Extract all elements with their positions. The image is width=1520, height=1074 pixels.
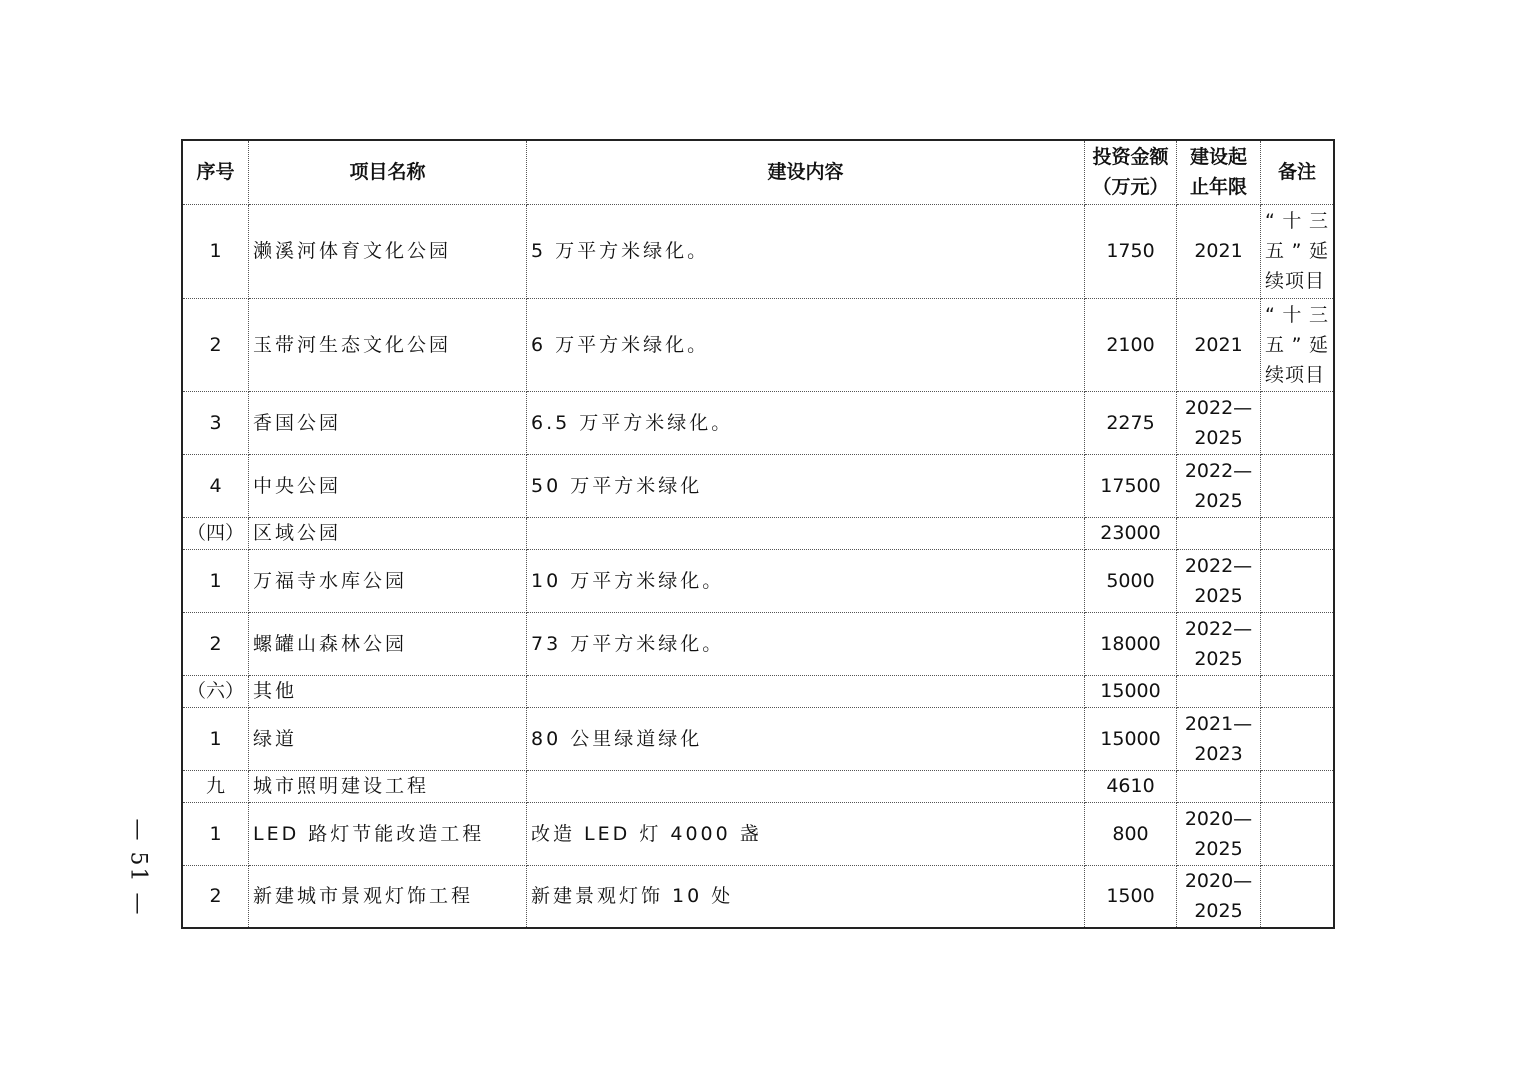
cell-no-text: 1 <box>209 569 222 592</box>
cell-no-text: 1 <box>209 240 222 262</box>
cell-amount-text: 15000 <box>1100 680 1161 702</box>
header-no: 序号 <box>182 140 249 204</box>
cell-no <box>182 802 249 865</box>
cell-period <box>1177 802 1261 865</box>
page-number-container <box>118 815 158 919</box>
header-content: 建设内容 <box>527 140 1085 204</box>
cell-content-text: 10 万平方米绿化。 <box>531 569 725 592</box>
cell-no <box>182 770 249 802</box>
table-row <box>182 612 1334 675</box>
cell-amount <box>1085 865 1177 928</box>
table-row <box>182 549 1334 612</box>
cell-amount-text: 4610 <box>1106 775 1155 797</box>
cell-no-text: 1 <box>209 822 222 845</box>
cell-content-text: 6.5 万平方米绿化。 <box>531 411 734 434</box>
cell-amount <box>1085 454 1177 517</box>
cell-period <box>1177 865 1261 928</box>
cell-no-text: 1 <box>209 727 222 750</box>
cell-note <box>1261 391 1335 454</box>
page-number: — 51 — <box>125 818 151 916</box>
cell-project-name-text: 新建城市景观灯饰工程 <box>253 885 474 908</box>
cell-note <box>1261 454 1335 517</box>
cell-period-text: 2022—2025 <box>1184 459 1253 512</box>
cell-period-text: 2022—2025 <box>1184 554 1253 607</box>
cell-note <box>1261 298 1335 391</box>
cell-period-text: 2020—2025 <box>1184 807 1253 860</box>
cell-no <box>182 675 249 707</box>
cell-content <box>527 802 1085 865</box>
cell-content-text: 6 万平方米绿化。 <box>531 333 710 356</box>
cell-period <box>1177 298 1261 391</box>
cell-period <box>1177 517 1261 549</box>
cell-project-name-text: 绿道 <box>253 727 298 750</box>
cell-period <box>1177 707 1261 770</box>
cell-project-name-text: 万福寺水库公园 <box>253 569 408 592</box>
cell-amount-text: 5000 <box>1106 569 1155 592</box>
cell-no <box>182 549 249 612</box>
cell-content-text: 50 万平方米绿化 <box>531 474 703 497</box>
cell-note <box>1261 204 1335 298</box>
cell-project-name <box>249 612 527 675</box>
cell-project-name <box>249 391 527 454</box>
cell-note <box>1261 707 1335 770</box>
cell-note <box>1261 612 1335 675</box>
table-row <box>182 865 1334 928</box>
cell-project-name-text: 香国公园 <box>253 411 342 434</box>
cell-content <box>527 549 1085 612</box>
header-period: 建设起止年限 <box>1177 140 1261 204</box>
cell-no-text: 3 <box>209 411 222 434</box>
cell-no-text: 4 <box>209 474 222 497</box>
cell-content <box>527 770 1085 802</box>
cell-amount-text: 800 <box>1112 822 1149 845</box>
cell-amount <box>1085 612 1177 675</box>
cell-amount <box>1085 675 1177 707</box>
cell-period-text: 2021 <box>1194 333 1243 356</box>
cell-project-name <box>249 802 527 865</box>
cell-amount-text: 1500 <box>1106 885 1155 908</box>
cell-note-text: “十三五”延续项目 <box>1265 210 1330 292</box>
cell-no-text: 九 <box>206 775 226 797</box>
cell-project-name <box>249 707 527 770</box>
cell-note-text: “十三五”延续项目 <box>1265 303 1330 386</box>
cell-period <box>1177 770 1261 802</box>
cell-no-text: （四） <box>187 522 245 544</box>
cell-period <box>1177 675 1261 707</box>
cell-project-name <box>249 204 527 298</box>
cell-amount <box>1085 298 1177 391</box>
cell-amount-text: 2275 <box>1106 411 1155 434</box>
cell-project-name <box>249 454 527 517</box>
cell-content <box>527 675 1085 707</box>
cell-note <box>1261 517 1335 549</box>
header-amount: 投资金额（万元） <box>1085 140 1177 204</box>
table-row <box>182 204 1334 298</box>
cell-content-text: 80 公里绿道绿化 <box>531 727 703 750</box>
cell-amount <box>1085 549 1177 612</box>
table-row <box>182 454 1334 517</box>
cell-project-name <box>249 675 527 707</box>
cell-no <box>182 865 249 928</box>
cell-project-name <box>249 865 527 928</box>
cell-project-name-text: 区域公园 <box>253 522 342 544</box>
cell-period-text: 2021 <box>1194 240 1243 262</box>
cell-project-name-text: 玉带河生态文化公园 <box>253 333 452 356</box>
cell-project-name-text: LED 路灯节能改造工程 <box>253 822 485 845</box>
cell-project-name-text: 螺罐山森林公园 <box>253 632 408 655</box>
cell-content <box>527 391 1085 454</box>
cell-project-name-text: 其他 <box>253 680 298 702</box>
cell-project-name <box>249 517 527 549</box>
cell-period <box>1177 454 1261 517</box>
cell-note <box>1261 770 1335 802</box>
cell-content-text: 改造 LED 灯 4000 盏 <box>531 822 762 845</box>
cell-amount <box>1085 517 1177 549</box>
cell-content <box>527 454 1085 517</box>
cell-period <box>1177 612 1261 675</box>
table-row <box>182 675 1334 707</box>
cell-amount-text: 18000 <box>1100 632 1161 655</box>
table-row <box>182 517 1334 549</box>
header-note: 备注 <box>1261 140 1335 204</box>
table-row <box>182 802 1334 865</box>
cell-period-text: 2021—2023 <box>1184 712 1253 765</box>
cell-period-text: 2022—2025 <box>1184 617 1253 670</box>
cell-content <box>527 707 1085 770</box>
header-name: 项目名称 <box>249 140 527 204</box>
cell-amount-text: 1750 <box>1106 240 1155 262</box>
cell-content <box>527 865 1085 928</box>
cell-no <box>182 612 249 675</box>
cell-project-name <box>249 770 527 802</box>
cell-amount-text: 15000 <box>1100 727 1161 750</box>
table-row <box>182 391 1334 454</box>
cell-no <box>182 391 249 454</box>
table-row <box>182 770 1334 802</box>
project-table <box>181 139 1335 929</box>
cell-content <box>527 517 1085 549</box>
cell-amount-text: 17500 <box>1100 474 1161 497</box>
cell-amount <box>1085 707 1177 770</box>
cell-content <box>527 612 1085 675</box>
table-header-row <box>182 140 1334 204</box>
cell-no <box>182 204 249 298</box>
cell-amount <box>1085 204 1177 298</box>
cell-content-text: 新建景观灯饰 10 处 <box>531 885 734 908</box>
cell-period <box>1177 549 1261 612</box>
cell-no <box>182 454 249 517</box>
cell-note <box>1261 802 1335 865</box>
cell-project-name <box>249 298 527 391</box>
cell-amount <box>1085 802 1177 865</box>
cell-amount-text: 23000 <box>1100 522 1161 544</box>
cell-content <box>527 204 1085 298</box>
table-row <box>182 298 1334 391</box>
cell-no-text: （六） <box>187 680 245 702</box>
cell-no <box>182 517 249 549</box>
cell-no <box>182 298 249 391</box>
cell-no-text: 2 <box>209 632 222 655</box>
table-row <box>182 707 1334 770</box>
cell-note <box>1261 549 1335 612</box>
cell-amount-text: 2100 <box>1106 333 1155 356</box>
cell-note <box>1261 865 1335 928</box>
cell-project-name-text: 城市照明建设工程 <box>253 775 430 797</box>
cell-content-text: 73 万平方米绿化。 <box>531 632 725 655</box>
cell-period-text: 2022—2025 <box>1184 396 1253 449</box>
cell-content <box>527 298 1085 391</box>
cell-amount <box>1085 770 1177 802</box>
cell-amount <box>1085 391 1177 454</box>
cell-period <box>1177 391 1261 454</box>
cell-note <box>1261 675 1335 707</box>
cell-project-name-text: 中央公园 <box>253 474 342 497</box>
cell-no-text: 2 <box>209 333 222 356</box>
cell-project-name-text: 濑溪河体育文化公园 <box>253 240 452 262</box>
cell-content-text: 5 万平方米绿化。 <box>531 240 710 262</box>
cell-period <box>1177 204 1261 298</box>
table-body <box>182 204 1334 928</box>
cell-period-text: 2020—2025 <box>1184 870 1253 923</box>
cell-project-name <box>249 549 527 612</box>
cell-no <box>182 707 249 770</box>
cell-no-text: 2 <box>209 885 222 908</box>
